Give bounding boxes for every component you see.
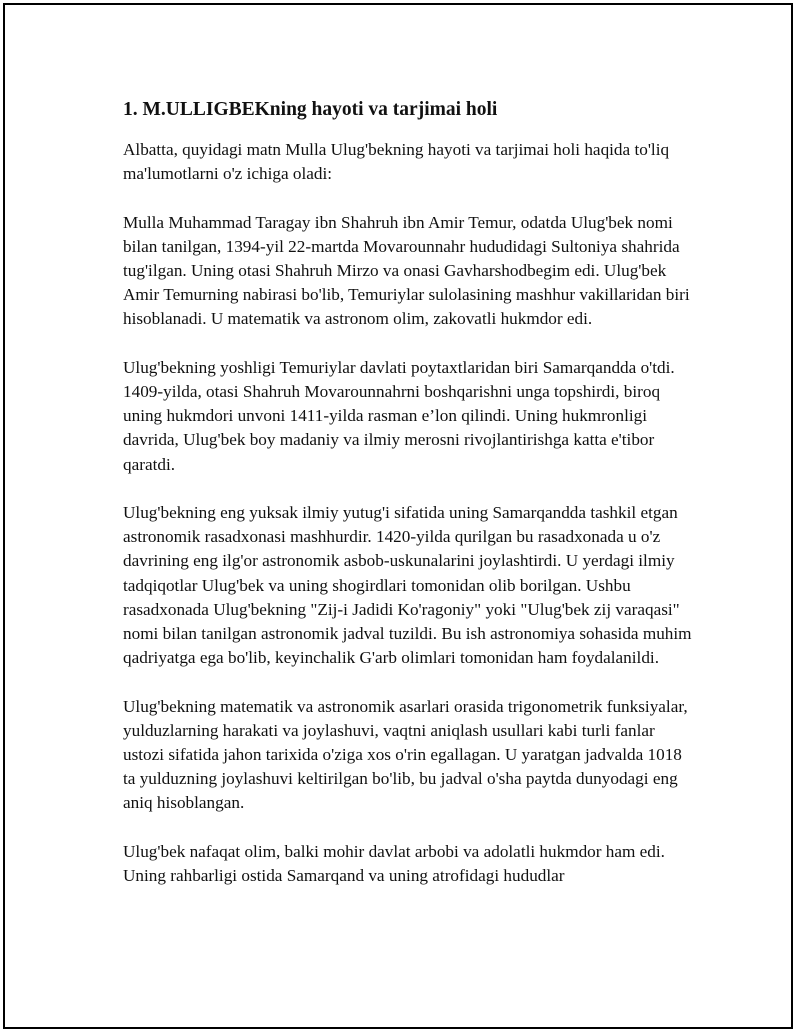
paragraph-birth: Mulla Muhammad Taragay ibn Shahruh ibn Amir Temur, odatda Ulug'bek nomi bilan tanilgan, 1394-yil 22-martda Movarounnahr hududidagi Sultoniya shahrida tug'ilgan. Uning otasi Shahruh Mirzo va onasi Gavharshodbegim edi. Ulug'bek Amir Temurning nabirasi bo'lib, Temuriylar sulolasining mashhur vakillaridan biri hisoblanadi. U matematik va astronom olim, zakovatli hukmdor edi. (123, 212, 690, 329)
page-frame (3, 3, 793, 1029)
paragraph-observatory: Ulug'bekning eng yuksak ilmiy yutug'i sifatida uning Samarqandda tashkil etgan astronomik rasadxonasi mashhurdir. 1420-yilda qurilgan bu rasadxonada u o'z davrining eng ilg'or astronomik asbob-uskunalarini joylashtirdi. U yerdagi ilmiy tadqiqotlar Ulug'bek va uning shogirdlari tomonidan olib borilgan. Ushbu rasadxonada Ulug'bekning "Zij-i Jadidi Ko'ragoniy" yoki "Ulug'bek zij varaqasi" nomi bilan tanilgan astronomik jadval tuzildi. Bu ish astronomiya sohasida muhim qadriyatga ega bo'lib, keyinchalik G'arb olimlari tomonidan ham foydalanildi. (123, 503, 692, 668)
paragraph-works: Ulug'bekning matematik va astronomik asarlari orasida trigonometrik funksiyalar, yulduzlarning harakati va joylashuvi, vaqtni aniqlash usullari kabi turli fanlar ustozi sifatida jahon tarixida o'ziga xos o'rin egallagan. U yaratgan jadvalda 1018 ta yulduzning joylashuvi keltirilgan bo'lib, bu jadval o'sha paytda dunyodagi eng aniq hisoblangan. (123, 696, 688, 813)
paragraph-statesman: Ulug'bek nafaqat olim, balki mohir davlat arbobi va adolatli hukmdor ham edi. Uning rahbarligi ostida Samarqand va uning atrofidagi hududlar (123, 841, 665, 886)
document-heading: 1. M.ULLIGBEKning hayoti va tarjimai holi (123, 99, 498, 120)
document-body (123, 97, 693, 912)
paragraph-youth: Ulug'bekning yoshligi Temuriylar davlati poytaxtlaridan biri Samarqandda o'tdi. 1409-yilda, otasi Shahruh Movarounnahrni boshqarishni unga topshirdi, biroq uning hukmdori unvoni 1411-yilda rasman e’lon qilindi. Uning hukmronligi davrida, Ulug'bek boy madaniy va ilmiy merosni rivojlantirishga katta e'tibor qaratdi. (123, 357, 675, 474)
paragraph-intro: Albatta, quyidagi matn Mulla Ulug'bekning hayoti va tarjimai holi haqida to'liq ma'lumotlarni o'z ichiga oladi: (123, 140, 670, 184)
